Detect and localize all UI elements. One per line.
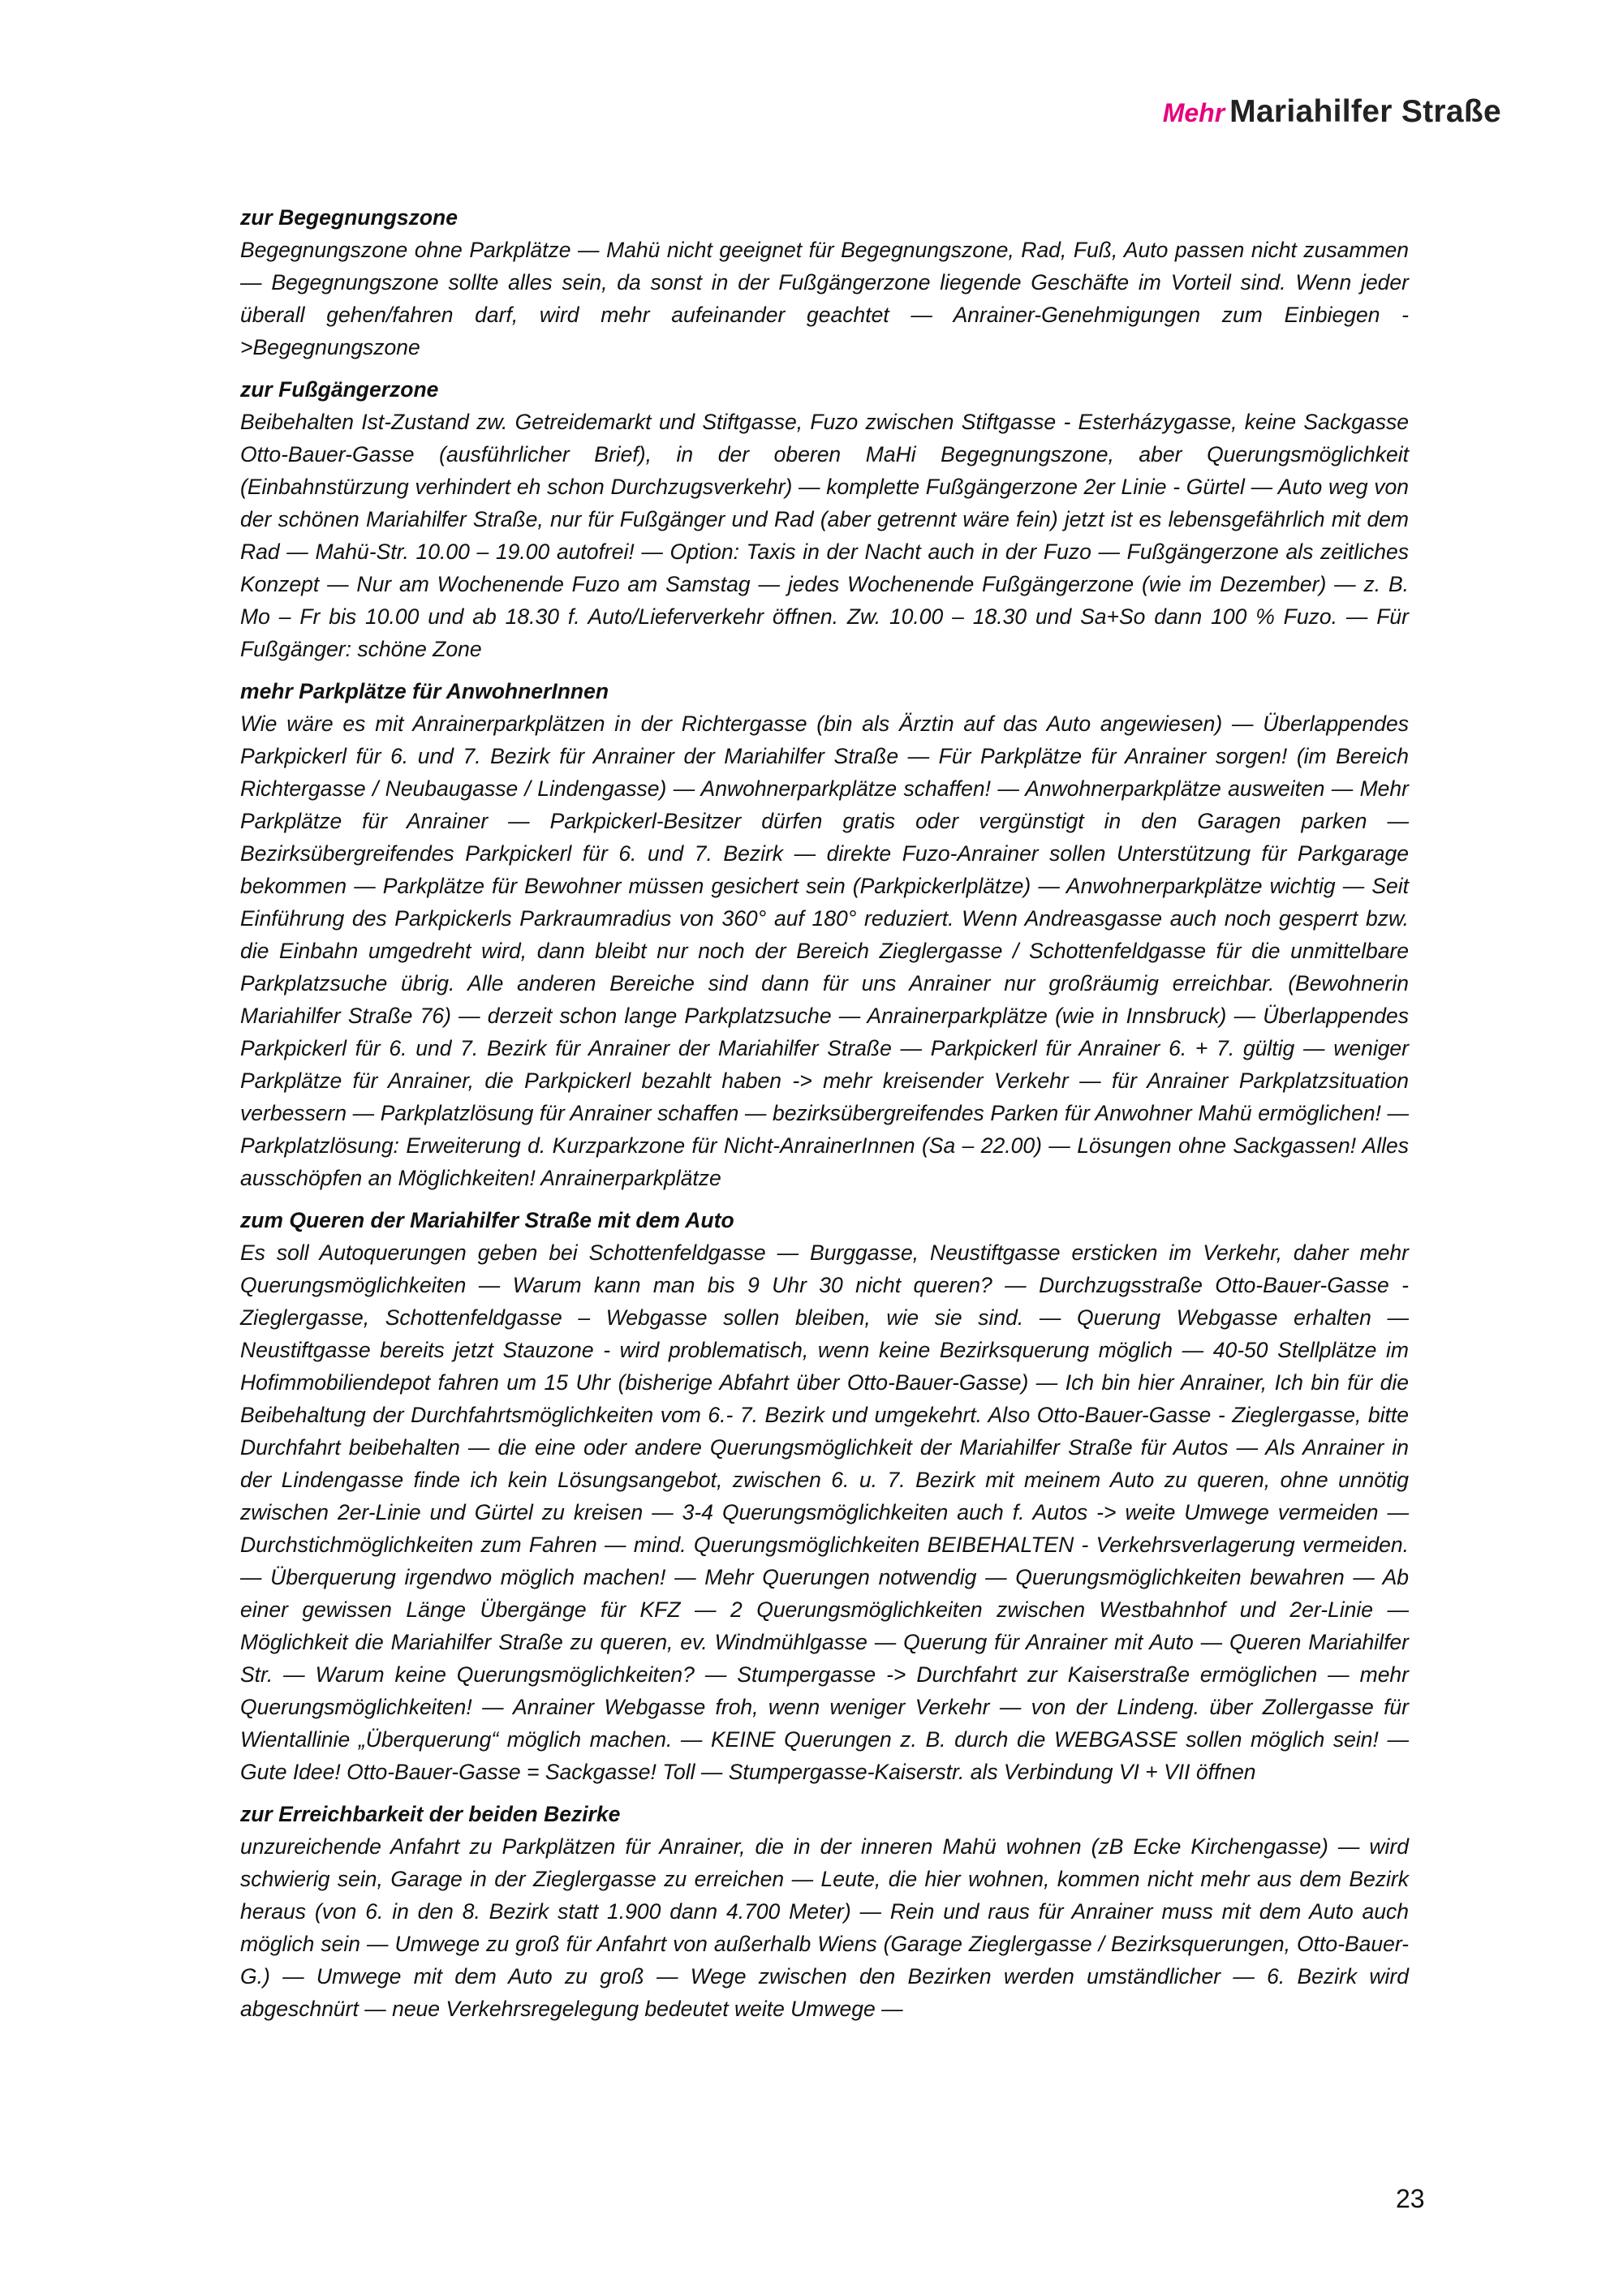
section-begegnungszone [240,201,1409,363]
section-body: Wie wäre es mit Anrainerparkplätzen in der Richtergasse (bin als Ärztin auf das Auto angewiesen) — Überlappendes Parkpickerl für 6. und 7. Bezirk für Anrainer der Mariahilfer Straße — Für Parkplätze für Anrainer sorgen! (im Bereich Richtergasse / Neubaugasse / Lindengasse) — Anwohnerparkplätze schaffen! — Anwohnerparkplätze ausweiten — Mehr Parkplätze für Anrainer — Parkpickerl-Besitzer dürfen gratis oder vergünstigt in den Garagen parken — Bezirksübergreifendes Parkpickerl für 6. und 7. Bezirk — direkte Fuzo-Anrainer sollen Unterstützung für Parkgarage bekommen — Parkplätze für Bewohner müssen gesichert sein (Parkpickerlplätze) — Anwohnerparkplätze wichtig — Seit Einführung des Parkpickerls Parkraumradius von 360° auf 180° reduziert. Wenn Andreasgasse auch noch gesperrt bzw. die Einbahn umgedreht wird, dann bleibt nur noch der Bereich Zieglergasse / Schottenfeldgasse für die unmittelbare Parkplatzsuche übrig. Alle anderen Bereiche sind dann für uns Anrainer nur großräumig erreichbar. (Bewohnerin Mariahilfer Straße 76) — derzeit schon lange Parkplatzsuche — Anrainerparkplätze (wie in Innsbruck) — Überlappendes Parkpickerl für 6. und 7. Bezirk für Anrainer der Mariahilfer Straße — Parkpickerl für Anrainer 6. + 7. gültig — weniger Parkplätze für Anrainer, die Parkpickerl bezahlt haben -> mehr kreisender Verkehr — für Anrainer Parkplatzsituation verbessern — Parkplatzlösung für Anrainer schaffen — bezirksübergreifendes Parken für Anwohner Mahü ermöglichen! — Parkplatzlösung: Erweiterung d. Kurzparkzone für Nicht-AnrainerInnen (Sa – 22.00) — Lösungen ohne Sackgassen! Alles ausschöpfen an Möglichkeiten! Anrainerparkplätze [240,712,1409,1190]
document-body [240,201,1409,2035]
section-erreichbarkeit [240,1798,1409,2025]
section-heading: zum Queren der Mariahilfer Straße mit dem Auto [240,1208,734,1232]
section-body: Beibehalten Ist-Zustand zw. Getreidemarkt und Stiftgasse, Fuzo zwischen Stiftgasse - Esterházygasse, keine Sackgasse Otto-Bauer-Gasse (ausführlicher Brief), in der oberen MaHi Begegnungszone, aber Querungsmöglichkeit (Einbahnstürzung verhindert eh schon Durchzugsverkehr) — komplette Fußgängerzone 2er Linie - Gürtel — Auto weg von der schönen Mariahilfer Straße, nur für Fußgänger und Rad (aber getrennt wäre fein) jetzt ist es lebensgefährlich mit dem Rad — Mahü-Str. 10.00 – 19.00 autofrei! — Option: Taxis in der Nacht auch in der Fuzo — Fußgängerzone als zeitliches Konzept — Nur am Wochenende Fuzo am Samstag — jedes Wochenende Fußgängerzone (wie im Dezember) — z. B. Mo – Fr bis 10.00 und ab 18.30 f. Auto/Lieferverkehr öffnen. Zw. 10.00 – 18.30 und Sa+So dann 100 % Fuzo. — Für Fußgänger: schöne Zone [240,410,1409,661]
section-parkplaetze [240,675,1409,1194]
section-heading: zur Begegnungszone [240,205,458,230]
brand-title: Mariahilfer Straße [1229,94,1501,129]
section-fussgaengerzone [240,373,1409,665]
section-heading: mehr Parkplätze für AnwohnerInnen [240,679,609,703]
section-body: unzureichende Anfahrt zu Parkplätzen für Anrainer, die in der inneren Mahü wohnen (zB Ecke Kirchengasse) — wird schwierig sein, Garage in der Zieglergasse zu erreichen — Leute, die hier wohnen, kommen nicht mehr aus dem Bezirk heraus (von 6. in den 8. Bezirk statt 1.900 dann 4.700 Meter) — Rein und raus für Anrainer muss mit dem Auto auch möglich sein — Umwege zu groß für Anfahrt von außerhalb Wiens (Garage Zieglergasse / Bezirksquerungen, Otto-Bauer-G.) — Umwege mit dem Auto zu groß — Wege zwischen den Bezirken werden umständlicher — 6. Bezirk wird abgeschnürt — neue Verkehrsregelegung bedeutet weite Umwege — [240,1834,1409,2021]
section-heading: zur Erreichbarkeit der beiden Bezirke [240,1802,621,1826]
section-heading: zur Fußgängerzone [240,377,439,402]
brand-prefix: Mehr [1162,98,1225,127]
section-queren [240,1204,1409,1788]
section-body: Begegnungszone ohne Parkplätze — Mahü nicht geeignet für Begegnungszone, Rad, Fuß, Auto passen nicht zusammen — Begegnungszone sollte alles sein, da sonst in der Fußgängerzone liegende Geschäfte im Vorteil sind. Wenn jeder überall gehen/fahren darf, wird mehr aufeinander geachtet — Anrainer-Genehmigungen zum Einbiegen ->Begegnungszone [240,238,1409,359]
page-number: 23 [1396,2184,1425,2213]
page-header [1163,94,1501,130]
section-body: Es soll Autoquerungen geben bei Schottenfeldgasse — Burggasse, Neustiftgasse ersticken im Verkehr, daher mehr Querungsmöglichkeiten — Warum kann man bis 9 Uhr 30 nicht queren? — Durchzugsstraße Otto-Bauer-Gasse - Zieglergasse, Schottenfeldgasse – Webgasse sollen bleiben, wie sie sind. — Querung Webgasse erhalten — Neustiftgasse bereits jetzt Stauzone - wird problematisch, wenn keine Bezirksquerung möglich — 40-50 Stellplätze im Hofimmobiliendepot fahren um 15 Uhr (bisherige Abfahrt über Otto-Bauer-Gasse) — Ich bin hier Anrainer, Ich bin für die Beibehaltung der Durchfahrtsmöglichkeiten vom 6.- 7. Bezirk und umgekehrt. Also Otto-Bauer-Gasse - Zieglergasse, bitte Durchfahrt beibehalten — die eine oder andere Querungsmöglichkeit der Mariahilfer Straße für Autos — Als Anrainer in der Lindengasse finde ich kein Lösungsangebot, zwischen 6. u. 7. Bezirk mit meinem Auto zu queren, ohne unnötig zwischen 2er-Linie und Gürtel zu kreisen — 3-4 Querungsmöglichkeiten auch f. Autos -> weite Umwege vermeiden — Durchstichmöglichkeiten zum Fahren — mind. Querungsmöglichkeiten BEIBEHALTEN - Verkehrsverlagerung vermeiden. — Überquerung irgendwo möglich machen! — Mehr Querungen notwendig — Querungsmöglichkeiten bewahren — Ab einer gewissen Länge Übergänge für KFZ — 2 Querungsmöglichkeiten zwischen Westbahnhof und 2er-Linie — Möglichkeit die Mariahilfer Straße zu queren, ev. Windmühlgasse — Querung für Anrainer mit Auto — Queren Mariahilfer Str. — Warum keine Querungsmöglichkeiten? — Stumpergasse -> Durchfahrt zur Kaiserstraße ermöglichen — mehr Querungsmöglichkeiten! — Anrainer Webgasse froh, wenn weniger Verkehr — von der Lindeng. über Zollergasse für Wientallinie „Überquerung“ möglich machen. — KEINE Querungen z. B. durch die WEBGASSE sollen möglich sein! — Gute Idee! Otto-Bauer-Gasse = Sackgasse! Toll — Stumpergasse-Kaiserstr. als Verbindung VI + VII öffnen [240,1240,1409,1784]
